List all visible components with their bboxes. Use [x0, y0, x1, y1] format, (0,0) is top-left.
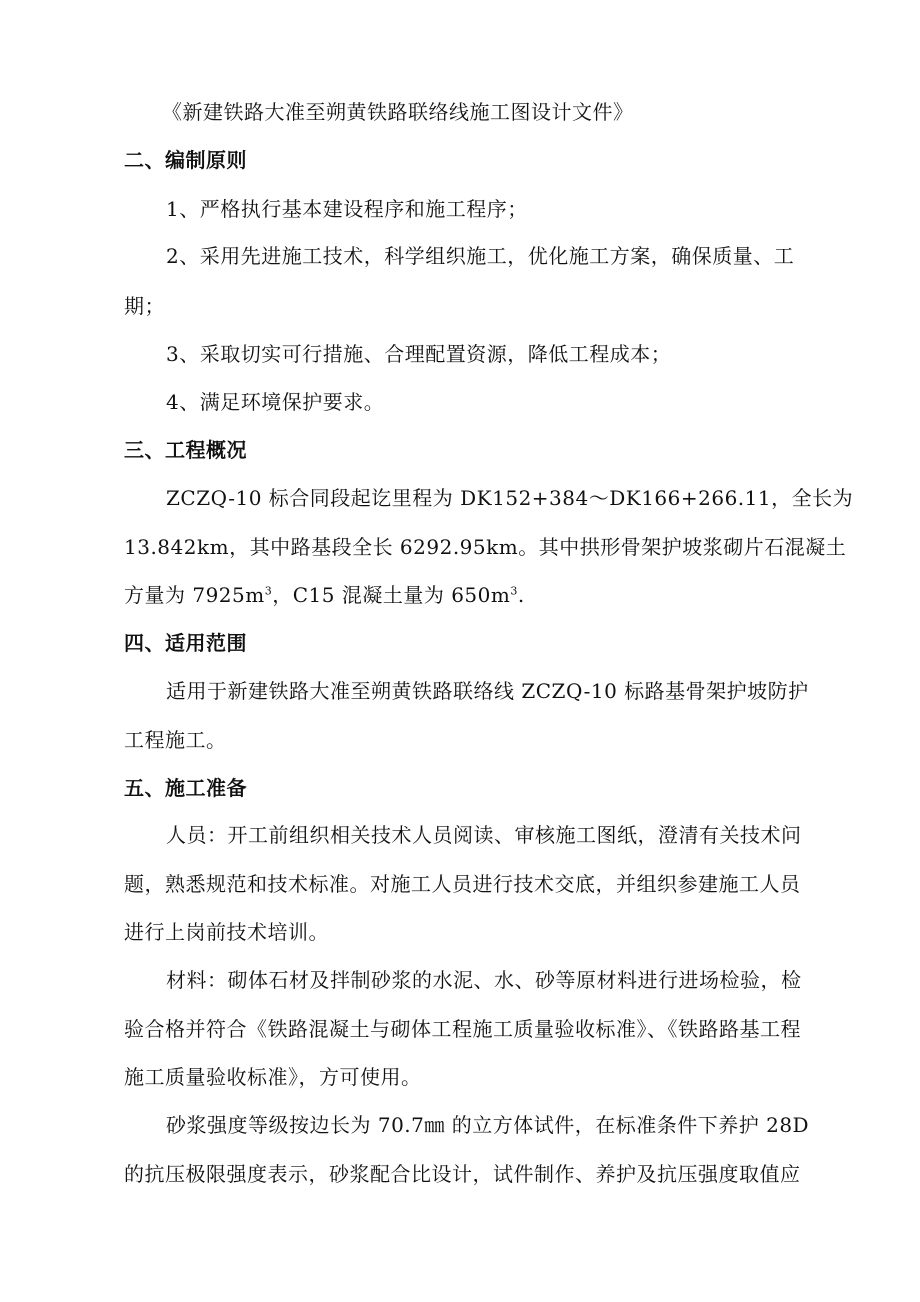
overview-line-1	[0, 478, 920, 518]
materials-line-2	[0, 1009, 920, 1049]
paragraph-line: 3、采取切实可行措施、合理配置资源，降低工程成本；	[166, 342, 672, 366]
section-heading-principles	[0, 140, 920, 180]
principle-item-2-cont	[0, 286, 920, 326]
paragraph-line: 工程施工。	[124, 728, 227, 752]
paragraph-line: 进行上岗前技术培训。	[124, 920, 329, 944]
text-fragment: ，C15 混凝土量为 650m	[272, 583, 511, 607]
paragraph-line: 人员：开工前组织相关技术人员阅读、审核施工图纸，澄清有关技术问	[166, 823, 802, 847]
mortar-line-2	[0, 1154, 920, 1194]
paragraph-line: 施工质量验收标准》，方可使用。	[124, 1065, 422, 1089]
intro-text: 《新建铁路大准至朔黄铁路联络线施工图设计文件》	[162, 100, 634, 124]
materials-line-3	[0, 1057, 920, 1097]
personnel-line-1	[0, 815, 920, 855]
text-fragment: 方量为 7925m	[124, 583, 265, 607]
principle-item-4	[0, 382, 920, 422]
section-heading-preparation	[0, 768, 920, 808]
text-fragment: .	[517, 583, 525, 607]
paragraph-line: 的抗压极限强度表示，砂浆配合比设计，试件制作、养护及抗压强度取值应	[124, 1162, 801, 1186]
scope-line-2	[0, 720, 920, 760]
intro-line	[0, 92, 920, 132]
superscript: 3	[264, 584, 273, 598]
section-heading-overview	[0, 430, 920, 470]
paragraph-line: 4、满足环境保护要求。	[166, 390, 385, 414]
paragraph-line: 13.842km，其中路基段全长 6292.95km。其中拱形骨架护坡浆砌片石混凝土	[124, 535, 847, 559]
paragraph-line: ZCZQ-10 标合同段起讫里程为 DK152+384～DK166+266.11，全长为	[166, 486, 854, 510]
section-heading-scope	[0, 623, 920, 663]
personnel-line-2	[0, 864, 920, 904]
overview-line-3	[0, 575, 920, 615]
overview-line-2	[0, 527, 920, 567]
principle-item-1	[0, 189, 920, 229]
paragraph-line: 题，熟悉规范和技术标准。对施工人员进行技术交底，并组织参建施工人员	[124, 872, 801, 896]
materials-line-1	[0, 960, 920, 1000]
paragraph-line: 砂浆强度等级按边长为 70.7㎜ 的立方体试件，在标准条件下养护 28D	[166, 1113, 810, 1137]
heading-text: 四、适用范围	[124, 631, 247, 655]
mortar-line-1	[0, 1105, 920, 1145]
heading-text: 五、施工准备	[124, 776, 247, 800]
paragraph-line: 适用于新建铁路大准至朔黄铁路联络线 ZCZQ-10 标路基骨架护坡防护	[166, 679, 809, 703]
principle-item-3	[0, 334, 920, 374]
paragraph-line: 1、严格执行基本建设程序和施工程序；	[166, 197, 528, 221]
principle-item-2	[0, 236, 920, 276]
superscript: 3	[510, 584, 518, 598]
heading-text: 二、编制原则	[124, 148, 247, 172]
paragraph-line	[124, 575, 525, 615]
paragraph-line: 材料：砌体石材及拌制砂浆的水泥、水、砂等原材料进行进场检验，检	[166, 968, 802, 992]
scope-line-1	[0, 671, 920, 711]
personnel-line-3	[0, 912, 920, 952]
paragraph-line: 2、采用先进施工技术，科学组织施工，优化施工方案，确保质量、工	[166, 244, 795, 268]
paragraph-line: 验合格并符合《铁路混凝土与砌体工程施工质量验收标准》、《铁路路基工程	[124, 1017, 801, 1041]
heading-text: 三、工程概况	[124, 438, 247, 462]
paragraph-line: 期；	[124, 294, 165, 318]
